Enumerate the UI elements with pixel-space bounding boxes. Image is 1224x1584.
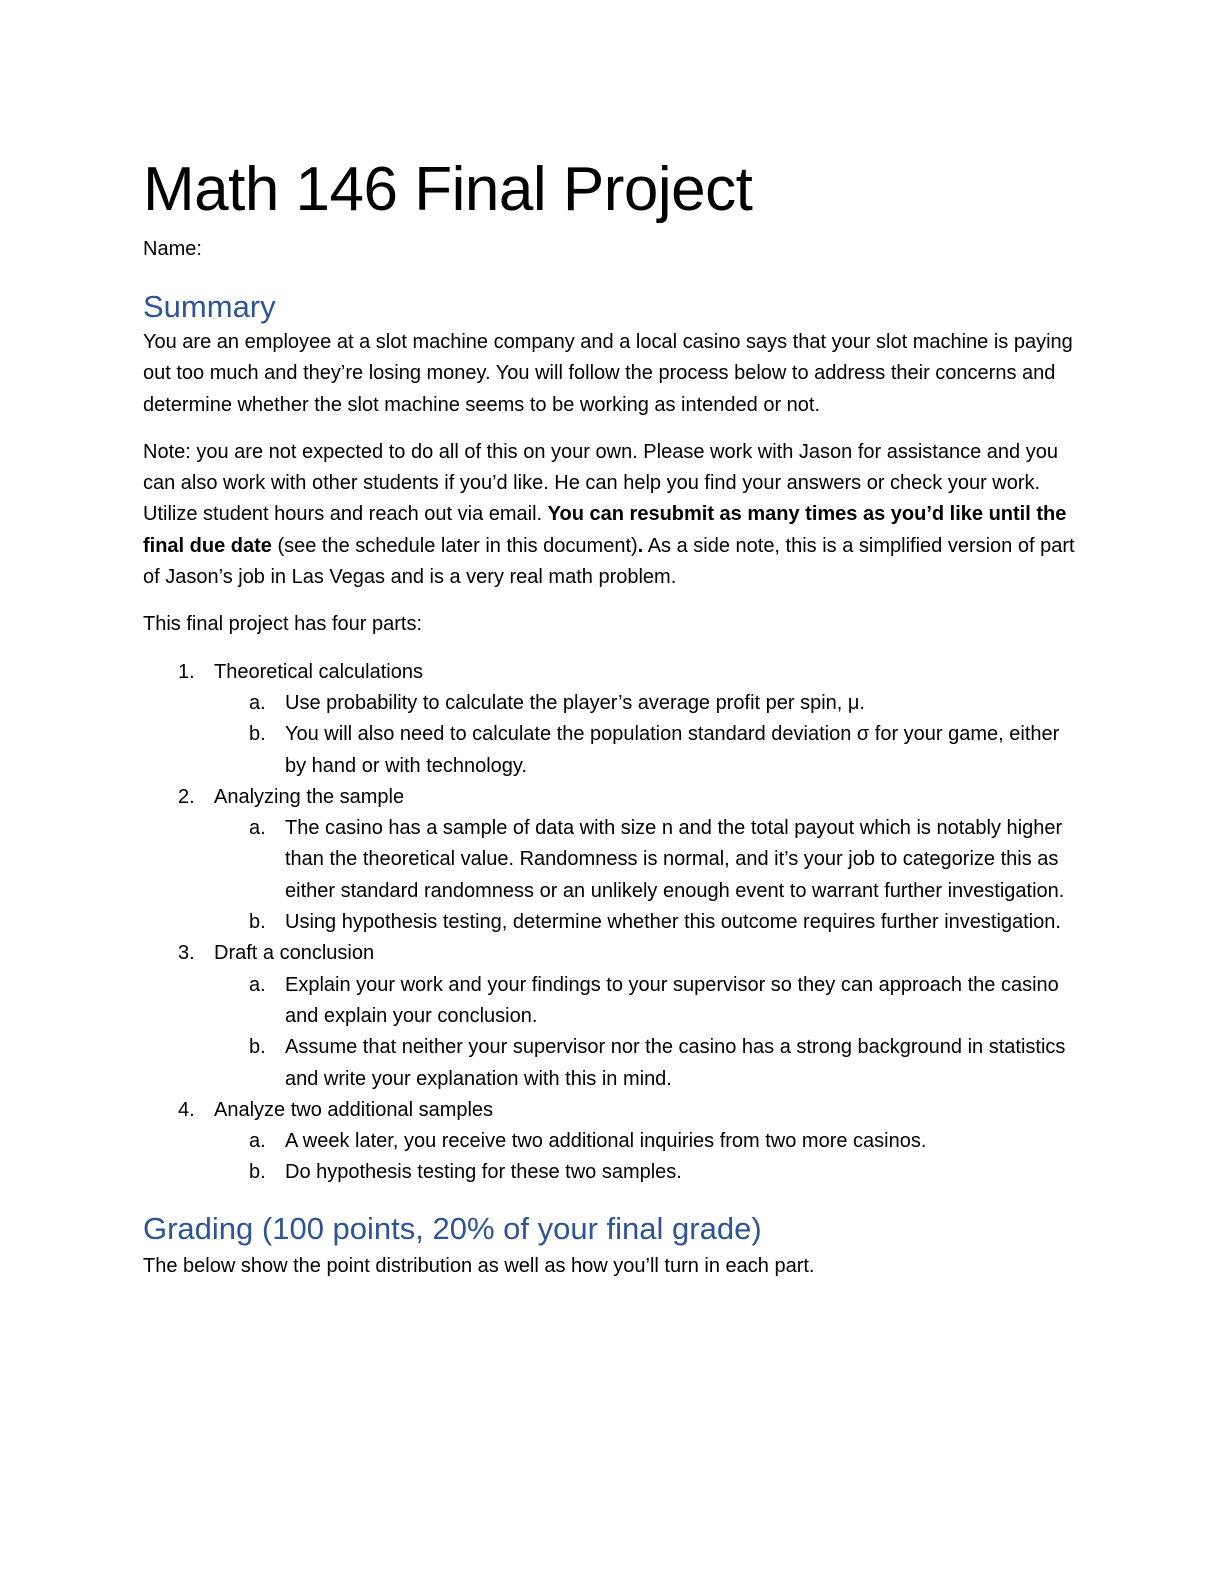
sub-list-text: You will also need to calculate the population standard deviation σ for your game, either by hand or with technology. (285, 723, 1060, 777)
sub-list-letter: b. (249, 1036, 266, 1059)
note-text-3: As a side note, this is a simplified version of part of Jason’s job in Las Vegas and is a very real math problem. (143, 534, 1075, 589)
parts-list (143, 657, 1078, 1189)
note-text-1: Note: you are not expected to do all of this on your own. Please work with Jason for assistance and you can also work with other students if you’d like. He can help you find your answers or check your work. Utilize student hours and reach out via email. (143, 440, 1058, 526)
list-item (143, 938, 1078, 1094)
sub-list-letter: a. (249, 817, 266, 840)
sub-list (214, 688, 1078, 782)
sub-list-letter: a. (249, 691, 266, 714)
sub-list-item (214, 719, 1078, 782)
document-title: Math 146 Final Project (143, 155, 753, 224)
document-page (143, 150, 1078, 1298)
sub-list-text: Using hypothesis testing, determine whether this outcome requires further investigation. (285, 911, 1061, 934)
sub-list-letter: b. (249, 911, 266, 934)
sub-list-letter: b. (249, 1161, 266, 1184)
summary-paragraph: You are an employee at a slot machine company and a local casino says that your slot machine is paying out too much and they’re losing money. You will follow the process below to address their concerns and determine whether the slot machine seems to be working as intended or not. (143, 331, 1073, 416)
list-number: 1. (178, 660, 195, 683)
list-item (143, 657, 1078, 782)
note-paragraph (143, 437, 1078, 593)
sub-list-text: The casino has a sample of data with size n and the total payout which is notably higher than the theoretical value. Randomness is normal, and it’s your job to categorize this as either standard randomness or an unlikely enough event to warrant further investigation. (285, 817, 1065, 902)
note-bold-period: . (637, 534, 644, 557)
sub-list (214, 1126, 1078, 1189)
sub-list-item (214, 970, 1078, 1033)
list-item (143, 782, 1078, 938)
list-number: 2. (178, 785, 195, 808)
sub-list-letter: a. (249, 973, 266, 996)
summary-heading: Summary (143, 289, 276, 324)
sub-list-item (214, 1032, 1078, 1095)
resubmit-emphasis: You can resubmit as many times as you’d like until the final due date (143, 503, 1067, 557)
sub-list-text: Explain your work and your findings to your supervisor so they can approach the casino and explain your conclusion. (285, 973, 1059, 1027)
sub-list-item (214, 688, 1078, 719)
sub-list-item (214, 1126, 1078, 1157)
parts-intro: This final project has four parts: (143, 613, 423, 636)
sub-list-letter: b. (249, 723, 266, 746)
sub-list-text: Use probability to calculate the player’s average profit per spin, μ. (285, 691, 865, 714)
note-text-2: (see the schedule later in this document) (271, 534, 638, 557)
sub-list-item (214, 1157, 1078, 1188)
sub-list-item (214, 907, 1078, 938)
sub-list-text: A week later, you receive two additional inquiries from two more casinos. (285, 1130, 927, 1153)
sub-list (214, 970, 1078, 1095)
sub-list-text: Do hypothesis testing for these two samples. (285, 1161, 682, 1184)
list-item-label: Draft a conclusion (214, 942, 375, 965)
sub-list-item (214, 813, 1078, 907)
list-number: 3. (178, 942, 195, 965)
grading-paragraph: The below show the point distribution as well as how you’ll turn in each part. (143, 1254, 815, 1277)
list-item-label: Analyze two additional samples (214, 1098, 494, 1121)
sub-list (214, 813, 1078, 938)
list-item-label: Theoretical calculations (214, 660, 423, 683)
sub-list-letter: a. (249, 1130, 266, 1153)
sub-list-text: Assume that neither your supervisor nor the casino has a strong background in statistics and write your explanation with this in mind. (285, 1036, 1066, 1090)
list-item (143, 1095, 1078, 1189)
list-item-label: Analyzing the sample (214, 785, 405, 808)
list-number: 4. (178, 1098, 195, 1121)
name-label: Name: (143, 238, 202, 260)
grading-heading: Grading (100 points, 20% of your final grade) (143, 1210, 762, 1246)
